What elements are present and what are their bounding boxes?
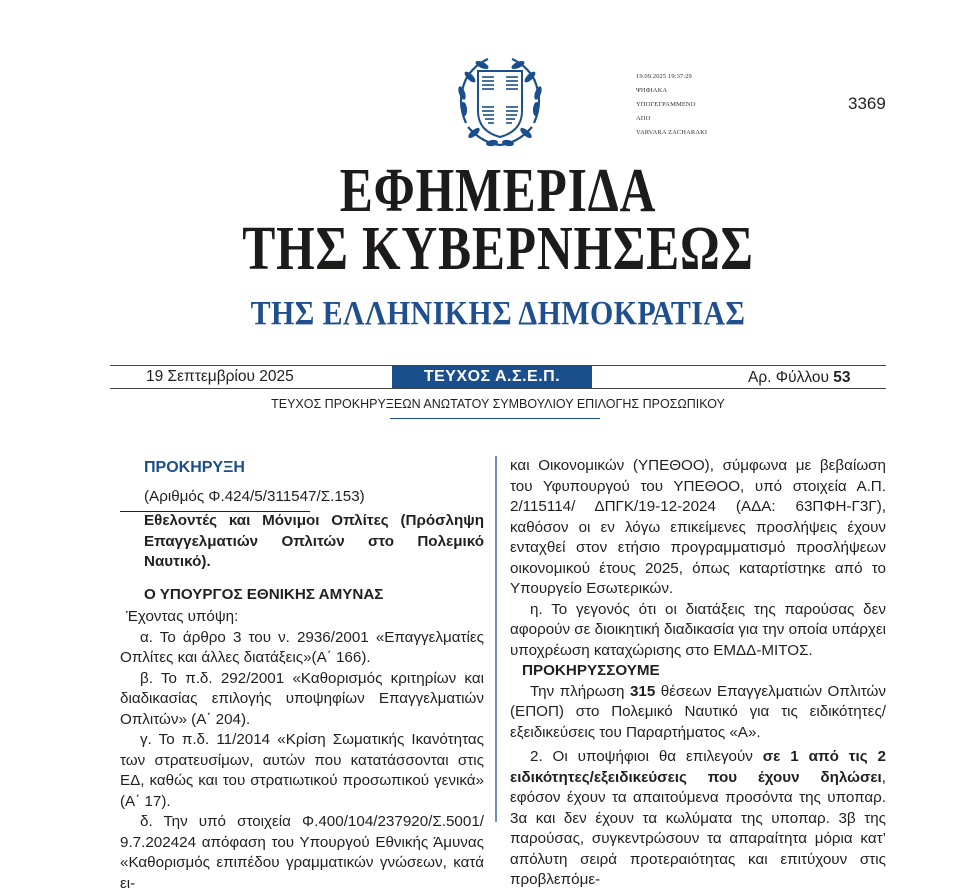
digital-signature-block [636,70,707,140]
greek-coat-of-arms-emblem [452,53,548,149]
paragraph-1 [510,682,886,744]
issue-type-band: ΤΕΥΧΟΣ Α.Σ.Ε.Π. [392,366,592,388]
consideration-item-c: γ. Το π.δ. 11/2014 «Κρίση Σωματικής Ικανότητας των στρατευσίμων, αυτών που κατατάσσονται στις ΕΔ, καθώς και του στρατιωτικού προσωπικού γενικά» (Α΄ 17). [120,731,484,810]
paragraph-2-text-rest: , εφόσον έχουν τα απαιτούμενα προσόντα της υποπαρ. 3α και δεν έχουν τα κωλύματα της υποπαρ. 3β της παρούσας, συγκεντρώσουν τα απαραίτητα μόρια κατ’ απόλυτη σειρά προτεραιότητας και επιτύχουν στις προβλεπόμε- [510,768,886,888]
paragraph-2-text: 2. Οι υποψήφιοι θα επιλεγούν [530,748,763,765]
consideration-item-a: α. Το άρθρο 3 του ν. 2936/2001 «Επαγγελματίες Οπλίτες και άλλες διατάξεις»(Α΄ 166). [120,628,484,666]
column-divider [495,456,497,822]
issue-bar-bottom-rule [110,388,886,389]
consideration-item-eta: η. Το γεγονός ότι οι διατάξεις της παρούσας δεν αφορούν σε διοικητική διαδικασία για την οποία υπάρχει υποχρέωση καταχώρισης στο ΕΜΔΔ-ΜΙΤΟΣ. [510,600,886,659]
proclaim-heading: ΠΡΟΚΗΡΥΣΣΟΥΜΕ [522,662,660,679]
paragraph-2 [510,747,886,891]
signature-line-3: ΑΠΟ [636,115,651,122]
masthead-title-line-2: ΤΗΣ ΚΥΒΕΡΝΗΣΕΩΣ [242,215,754,283]
decision-number: (Αριθμός Φ.424/5/311547/Σ.153) [144,487,365,505]
consideration-item-d: δ. Την υπό στοιχεία Φ.400/104/237920/Σ.5001/ 9.7.202424 απόφαση του Υπουργού Εθνικής Άμυνας «Καθορισμός επιπέδου γραμματικών γνώσεων, κατά ει- [120,813,484,892]
paragraph-2-bold: σε 1 από τις 2 ειδικότητες/εξειδικεύσεις που έχουν δηλώσει [510,748,886,786]
paragraph-1-text: Την πλήρωση [530,682,630,700]
issue-date: 19 Σεπτεμβρίου 2025 [146,368,294,385]
signature-signer: VARVARA ZACHARAKI [636,129,708,136]
sheet-label: Αρ. Φύλλου [748,369,829,386]
paragraph-1-text-rest: θέσεων Επαγγελματιών Οπλιτών (ΕΠΟΠ) στο Πολεμικό Ναυτικό για τις ειδικότητες/εξειδικεύσεις του Παραρτήματος «Α». [510,682,886,741]
signature-timestamp: 19.09.2025 19:37:29 [636,73,692,80]
signature-line-1: ΨΗΦΙΑΚΑ [636,87,668,94]
decision-number-underline [120,511,310,512]
left-column [120,458,484,894]
right-column [510,456,886,891]
page-number: 3369 [848,94,886,113]
signature-line-2: ΥΠΟΓΕΓΡΑΜΜΕΝΟ [636,101,696,108]
sheet-number [748,368,851,388]
issue-subtitle: ΤΕΥΧΟΣ ΠΡΟΚΗΡΥΞΕΩΝ ΑΝΩΤΑΤΟΥ ΣΥΜΒΟΥΛΙΟΥ ΕΠΙΛΟΓΗΣ ΠΡΟΣΩΠΙΚΟΥ [271,397,725,411]
subtitle-underline [390,418,600,419]
positions-count: 315 [629,682,656,700]
masthead-subtitle: ΤΗΣ ΕΛΛΗΝΙΚΗΣ ΔΗΜΟΚΡΑΤΙΑΣ [250,295,746,332]
decision-title: Εθελοντές και Μόνιμοι Οπλίτες (Πρόσληψη Επαγγελματιών Οπλιτών στο Πολεμικό Ναυτικό). [144,512,484,570]
sheet-number-value: 53 [833,369,851,386]
continuation-paragraph: και Οικονομικών (ΥΠΕΘΟΟ), σύμφωνα με βεβαίωση του Υφυπουργού του ΥΠΕΘΟΟ, υπό στοιχεία Α.Π. 2/115114/ ΔΠΓΚ/19-12-2024 (ΑΔΑ: 63ΠΦΗ-Γ3Γ), καθόσον οι εν λόγω επικείμενες προσλήψεις έχουν ενταχθεί στον ετήσιο προγραμματισμό προσλήψεων οικονομικού έτους 2025, όπως καταρτίστηκε από το Υπουργείο Εσωτερικών. [510,457,886,597]
minister-heading: Ο ΥΠΟΥΡΓΟΣ ΕΘΝΙΚΗΣ ΑΜΥΝΑΣ [144,585,384,603]
intro-text: Έχοντας υπόψη: [126,608,239,625]
masthead-title-line-1: ΕΦΗΜΕΡΙΔΑ [339,157,657,225]
consideration-item-b: β. Το π.δ. 292/2001 «Καθορισμός κριτηρίων και διαδικασίας επιλογής υποψηφίων Επαγγελματιών Οπλιτών» (Α΄ 204). [120,669,484,728]
section-heading: ΠΡΟΚΗΡΥΞΗ [144,459,245,476]
